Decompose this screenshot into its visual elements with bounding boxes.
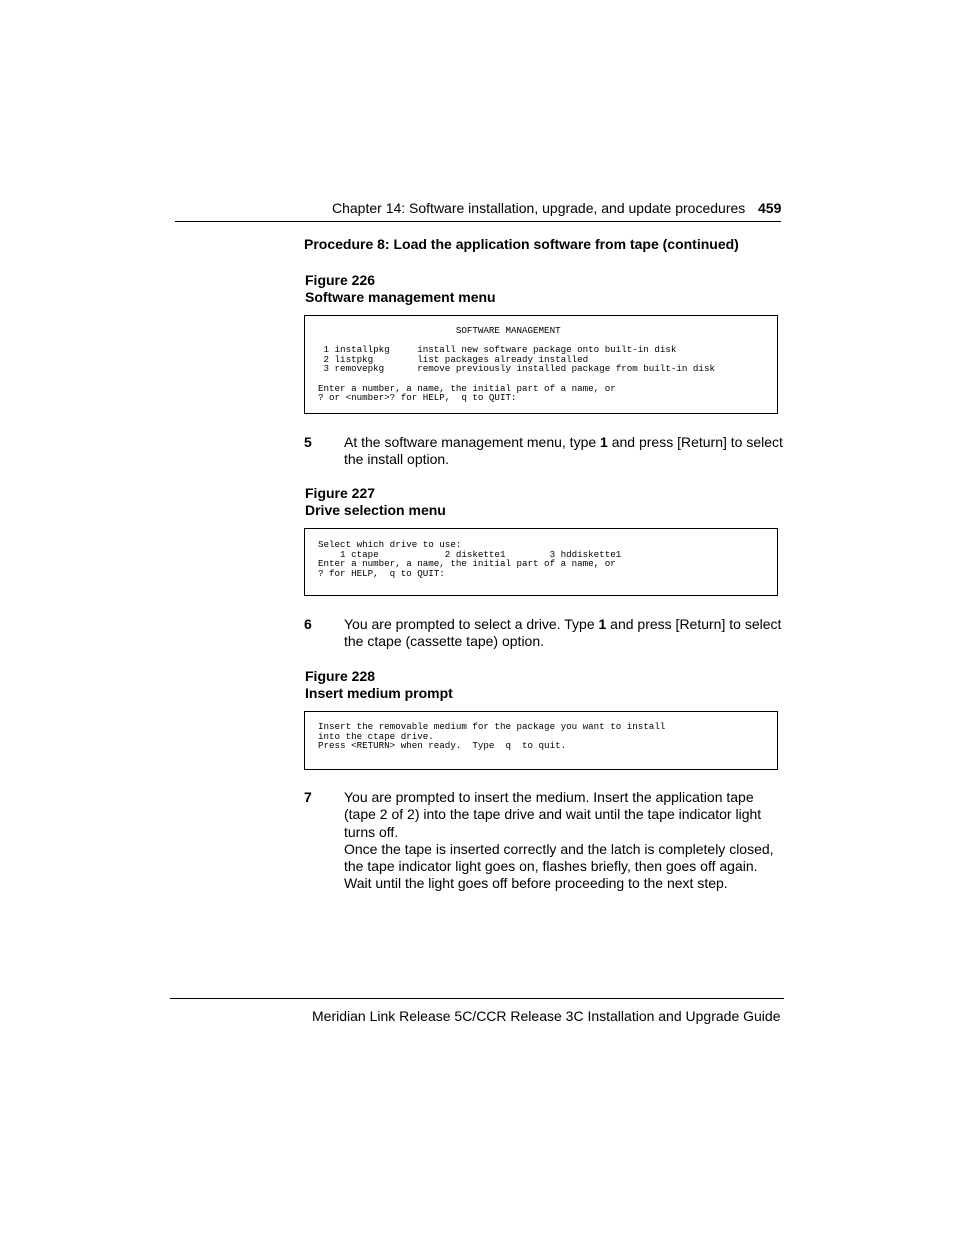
figure-226-screen bbox=[304, 315, 778, 414]
header-rule bbox=[175, 221, 781, 222]
terminal-text: SOFTWARE MANAGEMENT 1 installpkg install new software package onto built-in disk 2 listpkg list packages already installed 3 removepkg remove previously installed package from built-in disk Enter a number, a name, the initial part of a name, or ? or <number>? for HELP, q to QUIT: bbox=[318, 325, 715, 404]
figure-227-screen bbox=[304, 528, 778, 596]
step-number: 6 bbox=[304, 616, 312, 632]
step-7-text bbox=[344, 789, 780, 893]
step-number: 7 bbox=[304, 789, 312, 805]
figure-caption: Insert medium prompt bbox=[305, 685, 453, 701]
figure-number: Figure 226 bbox=[305, 272, 376, 288]
footer-rule bbox=[170, 998, 784, 999]
page-number: 459 bbox=[758, 200, 782, 216]
step-number: 5 bbox=[304, 434, 312, 450]
figure-caption: Software management menu bbox=[305, 289, 496, 305]
step-paragraph: Once the tape is inserted correctly and the latch is completely closed, the tape indicator light goes on, flashes briefly, then goes off again. Wait until the light goes off before proceeding to the next step. bbox=[344, 840, 774, 892]
figure-228-screen bbox=[304, 711, 778, 770]
running-header: Chapter 14: Software installation, upgrade, and update procedures bbox=[332, 200, 746, 216]
figure-number: Figure 227 bbox=[305, 485, 376, 501]
step-6-text: You are prompted to select a drive. Type 1 and press [Return] to select the ctape (cassette tape) option. bbox=[344, 616, 782, 650]
footer-title: Meridian Link Release 5C/CCR Release 3C Installation and Upgrade Guide bbox=[312, 1008, 781, 1024]
terminal-text: Select which drive to use: 1 ctape 2 diskette1 3 hddiskette1 Enter a number, a name, the initial part of a name, or ? for HELP, q to QUIT: bbox=[318, 539, 622, 579]
figure-caption: Drive selection menu bbox=[305, 502, 446, 518]
figure-226-label bbox=[305, 272, 496, 306]
step-5-text: At the software management menu, type 1 and press [Return] to select the install option. bbox=[344, 434, 783, 468]
terminal-text: Insert the removable medium for the package you want to install into the ctape drive. Press <RETURN> when ready. Type q to quit. bbox=[318, 721, 666, 752]
figure-number: Figure 228 bbox=[305, 668, 376, 684]
procedure-title: Procedure 8: Load the application software from tape (continued) bbox=[304, 236, 739, 252]
step-paragraph: You are prompted to insert the medium. Insert the application tape (tape 2 of 2) into the tape drive and wait until the tape indicator light turns off. bbox=[344, 789, 762, 840]
figure-228-label bbox=[305, 668, 453, 702]
figure-227-label bbox=[305, 485, 446, 519]
